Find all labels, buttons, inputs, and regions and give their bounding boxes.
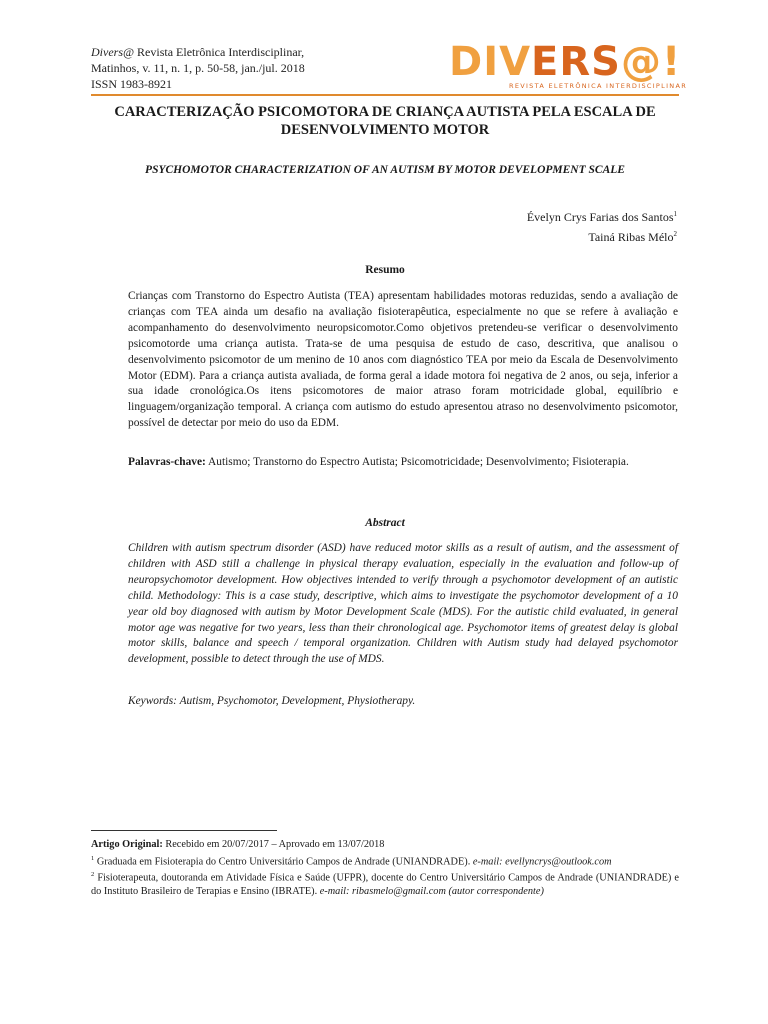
journal-logo: DIVERS@! REVISTA ELETRÔNICA INTERDISCIPLINAR — [449, 39, 688, 90]
paper-subtitle: PSYCHOMOTOR CHARACTERIZATION OF AN AUTISM BY MOTOR DEVELOPMENT SCALE — [145, 164, 625, 176]
keywords-label: Palavras-chave: — [128, 456, 206, 468]
keywords-text: Autismo; Transtorno do Espectro Autista; Psicomotricidade; Desenvolvimento; Fisioterapia. — [205, 456, 629, 468]
journal-issn: ISSN 1983-8921 — [91, 77, 173, 91]
abstract-body: Children with autism spectrum disorder (ASD) have reduced motor skills as a result of autism, and the assessment of children with ASD still a challenge in physical therapy evaluation, especially in the evaluation and follow-up of neuropsychomotor development. How objectives intended to verify through a psychomotor development of an autistic child. Methodology: This is a case study, descriptive, which aims to investigate the psychomotor development of a 10 year old boy diagnosed with autism by Motor Development Scale (MDS). For the autistic child evaluated, in general motor age was negative for two years, less than their chronological age. Psychomotor items of greatest delay is global motor skills, balance and speech / temporal organization. Children with Autism study had delayed psychomotor development, possible to detect through the use of MDS. — [128, 542, 678, 666]
abstract-keywords: Keywords: Autism, Psychomotor, Development, Physiotherapy. — [128, 695, 416, 707]
header-rule — [91, 94, 679, 96]
resumo-body: Crianças com Transtorno do Espectro Autista (TEA) apresentam habilidades motoras reduzidas, sendo a avaliação de crianças com TEA ainda um desafio na avaliação fisioterapêutica, especialmente no que se refere à avaliação e acompanhamento do desenvolvimento neuropsicomotor.Como objetivos pretendeu-se verificar o desenvolvimento psicomotorde uma criança autista. Trata-se de uma pesquisa de estudo de caso, descritiva, que analisou o desenvolvimento psicomotor de um menino de 10 anos com diagnóstico TEA por meio da Escala de Desenvolvimento Motor (EDM). Para a criança autista avaliada, de forma geral a idade motora foi negativa de 2 anos, ou seja, inferior a sua idade cronológica.Os itens psicomotores de maior atraso foram motricidade global, equilíbrio e linguagem/organização temporal. A criança com autismo do estudo apresentou atraso no desenvolvimento psicomotor, possível de detectar por meio do uso da EDM. — [128, 290, 678, 430]
resumo-heading: Resumo — [365, 264, 405, 276]
footnote-1: $^1$ Graduada em Fisioterapia do Centro Universitário Campos de Andrade (UNIANDRADE). e-mail: evellyncrys@outlook.com — [91, 854, 612, 867]
article-info: Artigo Original: Recebido em 20/07/2017 – Aprovado em 13/07/2018 — [91, 839, 385, 850]
footnote-rule — [91, 830, 277, 831]
journal-name: Divers@ — [91, 45, 135, 59]
footnote-2: $^2$ Fisioterapeuta, doutoranda em Atividade Física e Saúde (UFPR), docente do Centro Universitário Campos de Andrade (UNIANDRADE) e do Instituto Brasileiro de Terapias e Ensino (IBRATE). e-mail: ribasmelo@gmail.com (autor correspondente) — [91, 871, 679, 898]
author-2: Tainá Ribas Mélo$^2$ — [588, 230, 677, 244]
journal-volume: Matinhos, v. 11, n. 1, p. 50-58, jan./jul. 2018 — [91, 61, 305, 75]
journal-citation — [91, 44, 305, 92]
logo-subtitle: REVISTA ELETRÔNICA INTERDISCIPLINAR — [509, 82, 688, 90]
resumo-keywords — [128, 455, 678, 471]
abstract-heading: Abstract — [365, 517, 405, 529]
author-1: Évelyn Crys Farias dos Santos$^1$ — [526, 210, 677, 224]
author-list — [527, 206, 677, 246]
journal-header — [91, 39, 688, 94]
journal-name-rest: Revista Eletrônica Interdisciplinar, — [134, 45, 305, 59]
paper-title: CARACTERIZAÇÃO PSICOMOTORA DE CRIANÇA AUTISTA PELA ESCALA DE DESENVOLVIMENTO MOTOR — [114, 104, 656, 138]
footnotes — [91, 838, 679, 899]
